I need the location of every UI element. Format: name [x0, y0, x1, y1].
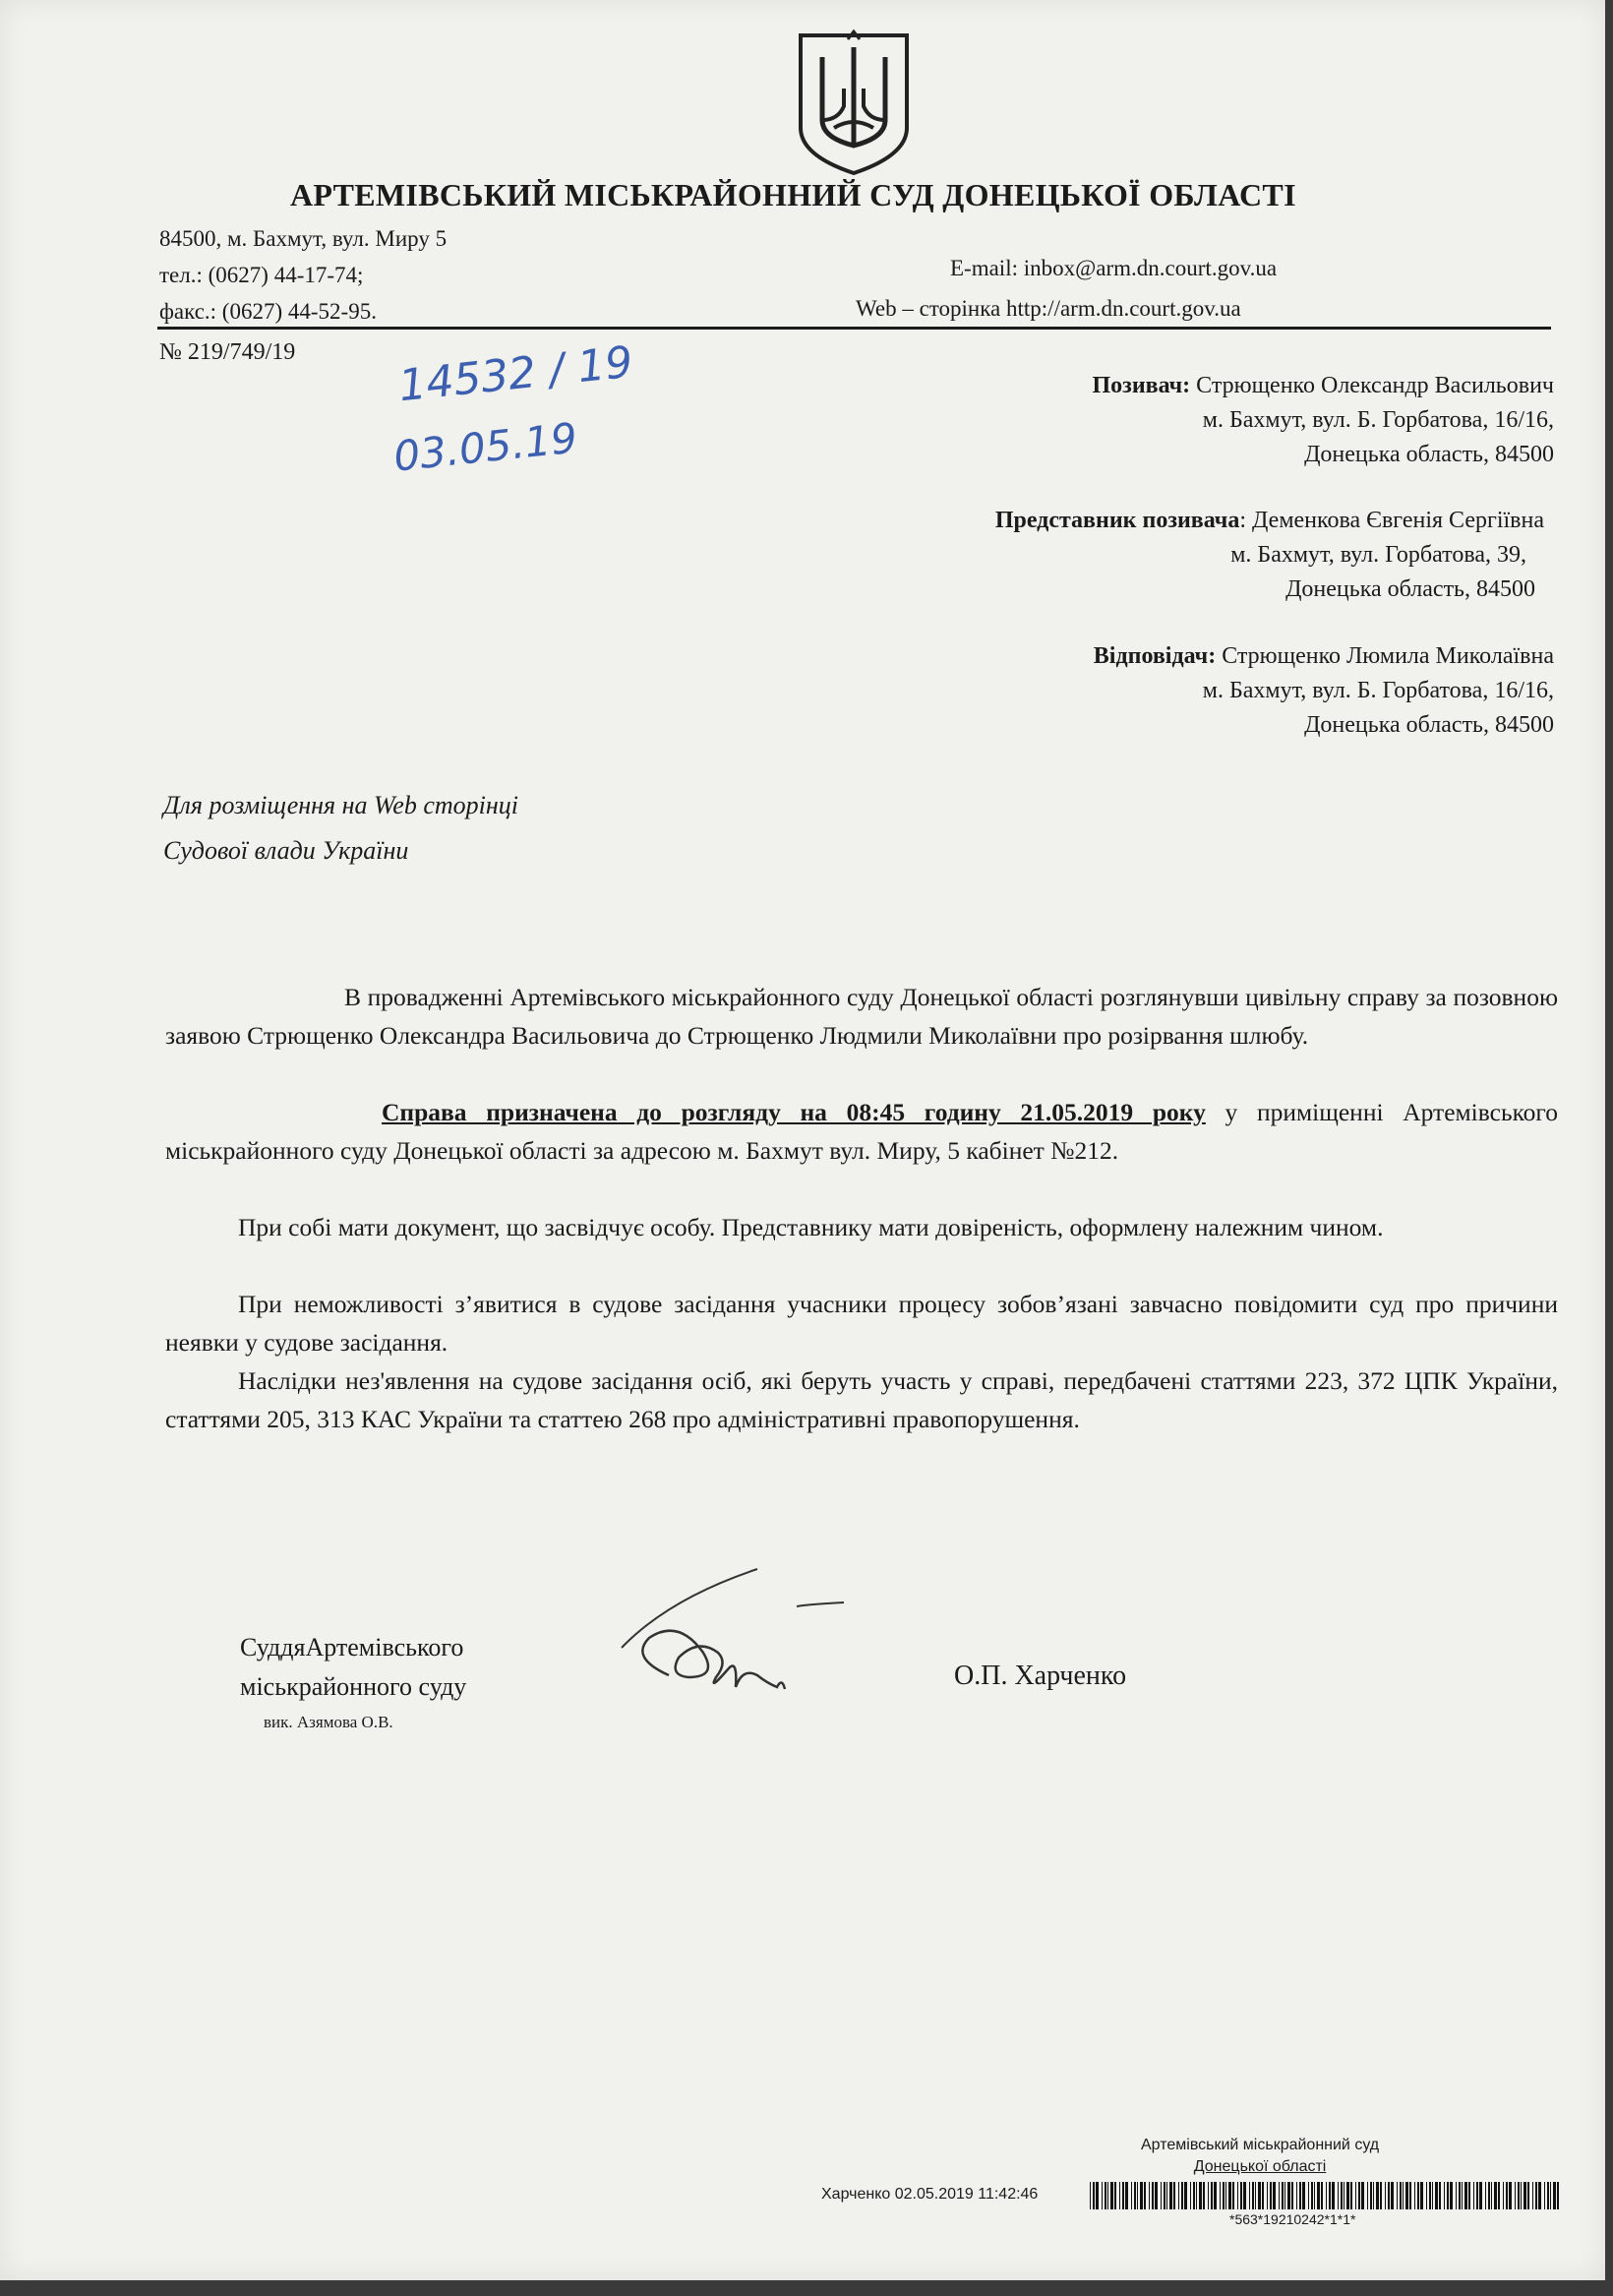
hearing-location-text: у приміщенні Артемівського міськрайонного суду Донецької області за адресою м. Бахмут вул. Миру, 5 кабінет №212.: [165, 1098, 1558, 1165]
defendant-address-line1: м. Бахмут, вул. Б. Горбатова, 16/16,: [1202, 678, 1554, 703]
handwritten-registration-number: 14532 / 19: [395, 336, 635, 412]
defendant-address-line2: Донецька область, 84500: [1304, 712, 1554, 738]
web-publication-note: [163, 783, 518, 874]
body-paragraph-consequences: Наслідки нез'явлення на судове засідання осіб, які беруть участь у справі, передбачені статтями 223, 372 ЦПК України, статтями 205, 313 КАС України та статтею 268 про адміністративні правопорушення.: [165, 1366, 1558, 1433]
executor-note: вик. Азямова О.В.: [264, 1713, 393, 1731]
court-phone: тел.: (0627) 44-17-74;: [159, 263, 364, 287]
representative-label: Представник позивача: [994, 508, 1240, 533]
plaintiff-block: [1093, 369, 1555, 472]
header-divider: [157, 327, 1551, 330]
case-number: № 219/749/19: [159, 339, 296, 365]
court-email: E-mail: inbox@arm.dn.court.gov.ua: [950, 256, 1278, 280]
court-fax: факс.: (0627) 44-52-95.: [159, 299, 377, 324]
web-note-line2: Судової влади України: [163, 836, 409, 865]
representative-name: : Деменкова Євгенія Сергіївна: [1239, 508, 1544, 533]
judge-title-block: [240, 1628, 466, 1707]
representative-address-line1: м. Бахмут, вул. Горбатова, 39,: [1230, 542, 1526, 568]
court-address: 84500, м. Бахмут, вул. Миру 5: [159, 226, 448, 251]
judge-title-line1: СуддяАртемівського: [240, 1633, 464, 1662]
body-paragraph-case: В провадженні Артемівського міськрайонного суду Донецької області розглянувши цивільну справу за позовною заявою Стрющенко Олександра Васильовича до Стрющенко Людмили Миколаївни про розірвання шлюбу.: [165, 983, 1558, 1050]
handwritten-date: 03.05.19: [390, 413, 580, 481]
stamp-line2: Донецької області: [1193, 2158, 1327, 2175]
court-stamp: [1141, 2135, 1379, 2178]
body-paragraph-hearing: [165, 1093, 1558, 1170]
representative-block: [995, 504, 1544, 607]
judge-name: О.П. Харченко: [954, 1661, 1127, 1691]
defendant-block: [1094, 639, 1554, 743]
court-name-heading: АРТЕМІВСЬКИЙ МІСЬКРАЙОННИЙ СУД ДОНЕЦЬКОЇ ОБЛАСТІ: [290, 177, 1296, 212]
coat-of-arms-emblem: [795, 30, 913, 177]
defendant-name: Стрющенко Люмила Миколаївна: [1222, 643, 1554, 669]
barcode-number: *563*19210242*1*1*: [1229, 2211, 1356, 2227]
registration-timestamp: Харченко 02.05.2019 11:42:46: [821, 2186, 1039, 2203]
court-website: Web – сторінка http://arm.dn.court.gov.ua: [856, 296, 1241, 321]
plaintiff-address-line1: м. Бахмут, вул. Б. Горбатова, 16/16,: [1202, 407, 1554, 433]
judge-title-line2: міськрайонного суду: [240, 1672, 467, 1701]
web-note-line1: Для розміщення на Web сторінці: [163, 791, 519, 819]
plaintiff-address-line2: Донецька область, 84500: [1304, 442, 1554, 467]
barcode: [1090, 2182, 1562, 2209]
representative-address-line2: Донецька область, 84500: [1285, 576, 1535, 602]
hearing-date-text: Справа призначена до розгляду на 08:45 годину 21.05.2019 року: [382, 1098, 1206, 1126]
plaintiff-name: Стрющенко Олександр Васильович: [1196, 373, 1554, 398]
body-paragraph-absence: При неможливості з’явитися в судове засідання учасники процесу зобов’язані завчасно повідомити суд про причини неявки у судове засідання.: [165, 1290, 1558, 1357]
handwritten-signature: [610, 1559, 866, 1726]
plaintiff-label: Позивач:: [1092, 373, 1191, 398]
defendant-label: Відповідач:: [1093, 643, 1217, 669]
stamp-line1: Артемівський міськрайонний суд: [1141, 2137, 1380, 2153]
body-paragraph-documents: При собі мати документ, що засвідчує особу. Представнику мати довіреність, оформлену належним чином.: [238, 1213, 1384, 1241]
